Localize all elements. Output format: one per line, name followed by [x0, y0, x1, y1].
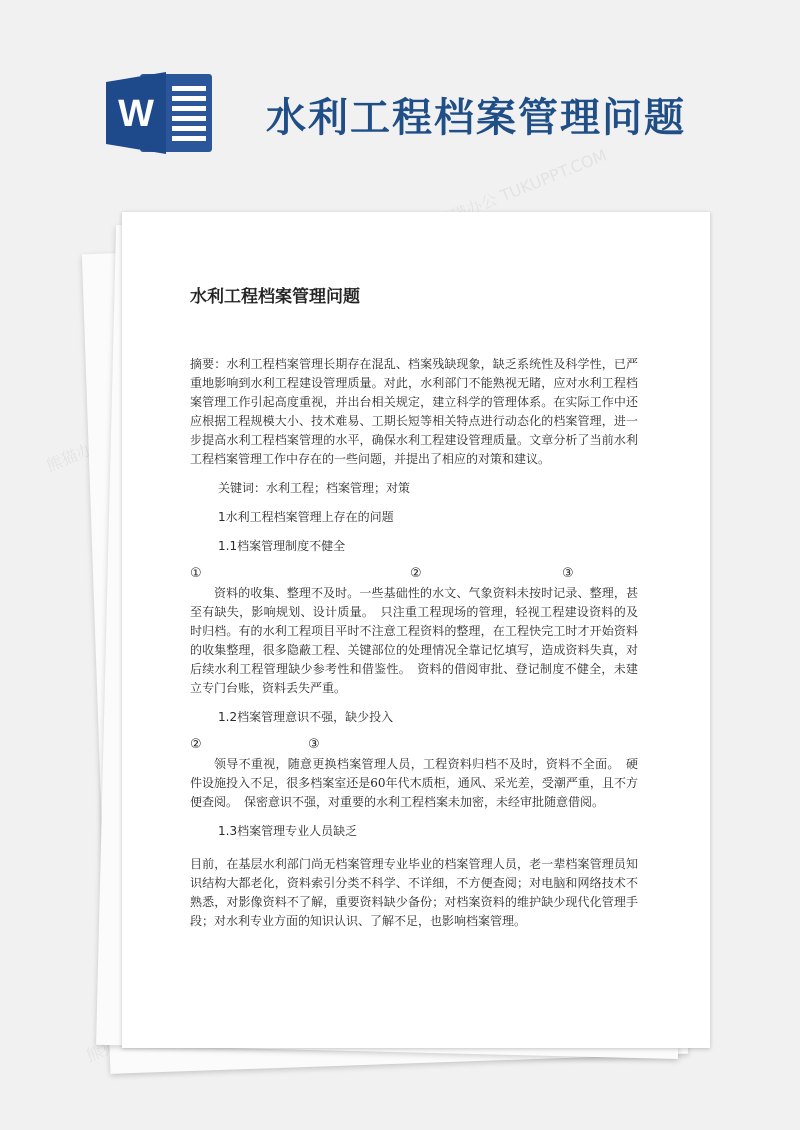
list-marker: ③ [308, 737, 320, 752]
banner-title: 水利工程档案管理问题 [266, 95, 686, 141]
document-title: 水利工程档案管理问题 [190, 287, 360, 307]
paragraph-3: 目前，在基层水利部门尚无档案管理专业毕业的档案管理人员，老一辈档案管理员知识结构大都老化，资料索引分类不科学、不详细，不方便查阅；对电脑和网络技术不熟悉，对影像资料不了解，重要资料缺少备份；对档案资料的维护缺少现代化管理手段；对水利专业方面的知识认识、了解不足，也影响档案管理。 [190, 857, 638, 928]
list-marker: ② [190, 737, 202, 752]
list-markers [190, 566, 638, 584]
paragraph-2: 领导不重视，随意更换档案管理人员，工程资料归档不及时，资料不全面。 硬件设施投入不足，很多档案室还是60年代木质柜，通风、采光差，受潮严重，且不方便查阅。 保密意识不强，对重要的水利工程档案未加密，未经审批随意借阅。 [190, 757, 638, 809]
word-document-icon [106, 72, 216, 154]
subsection-heading-1-3: 1.3档案管理专业人员缺乏 [218, 824, 358, 838]
abstract: 摘要：水利工程档案管理长期存在混乱、档案残缺现象，缺乏系统性及科学性，已严重地影响到水利工程建设管理质量。对此，水利部门不能熟视无睹，应对水利工程档案管理工作引起高度重视，并出台相关规定，建立科学的管理体系。在实际工作中还应根据工程规模大小、技术难易、工期长短等相关特点进行动态化的档案管理，进一步提高水利工程档案管理的水平，确保水利工程建设管理质量。文章分析了当前水利工程档案管理工作中存在的一些问题，并提出了相应的对策和建议。 [190, 357, 638, 466]
subsection-heading-1-2: 1.2档案管理意识不强，缺少投入 [218, 710, 394, 724]
paragraph-1: 资料的收集、整理不及时。一些基础性的水文、气象资料未按时记录、整理，甚至有缺失，影响规划、设计质量。 只注重工程现场的管理，轻视工程建设资料的及时归档。有的水利工程项目平时不注意工程资料的整理，在工程快完工时才开始资料的收集整理，很多隐蔽工程、关键部位的处理情况全靠记忆填写，造成资料失真，对后续水利工程管理缺少参考性和借鉴性。 资料的借阅审批、登记制度不健全，未建立专门台账，资料丢失严重。 [190, 586, 638, 695]
banner [0, 0, 800, 200]
list-marker: ① [190, 566, 202, 581]
section-heading-1: 1水利工程档案管理上存在的问题 [218, 510, 394, 524]
document-content [190, 282, 638, 931]
watermark: 熊猫办公 [43, 433, 110, 476]
keywords: 关键词：水利工程；档案管理；对策 [218, 481, 411, 495]
watermark: 熊猫办公 TUKUPPT.COM [433, 145, 610, 232]
word-logo-letter: W [118, 93, 154, 135]
list-marker: ② [410, 566, 422, 581]
subsection-heading-1-1: 1.1档案管理制度不健全 [218, 539, 346, 553]
list-marker: ③ [562, 566, 574, 581]
list-markers [190, 737, 638, 755]
